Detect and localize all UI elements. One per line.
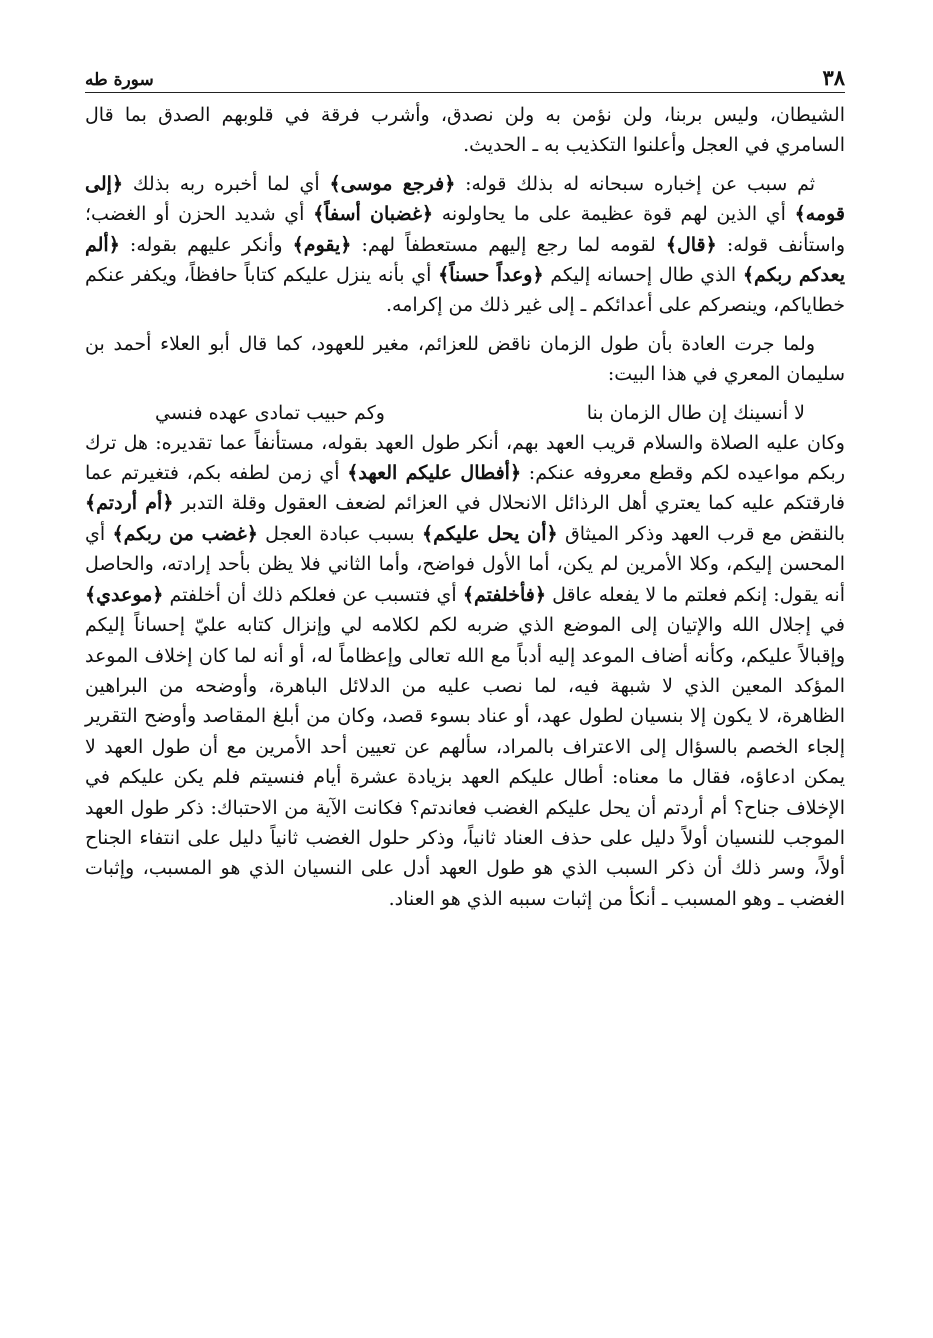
- quran-quote: ﴿ألم يعدكم ربكم﴾: [85, 233, 845, 287]
- text-segment: الشيطان، وليس بربنا، ولن نؤمن به ولن نصدق، وأشرب فرقة في قلوبهم الصدق بما قال السامري في العجل وأعلنوا التكذيب به ـ الحديث.: [85, 104, 845, 157]
- quran-quote: ﴿فرجع موسى﴾: [329, 172, 456, 195]
- text-segment: أي فتسبب عن فعلكم ذلك أن أخلفتم: [163, 583, 463, 606]
- quran-quote: ﴿غضبان أسفاً﴾: [313, 203, 434, 226]
- paragraph: [85, 100, 845, 161]
- text-segment: أي بأنه ينزل عليكم كتاباً حافظاً، ويكفر عنكم خطاياكم، وينصركم على أعدائكم ـ إلى غير ذلك من إكرامه.: [85, 264, 845, 317]
- quran-quote: ﴿يقوم﴾: [292, 233, 352, 256]
- text-segment: في إجلال الله والإتيان إلى الموضع الذي ضربه لكم لكلامه لي وإنزال كتابه عليّ إحساناً إليكم وإقبالاً عليكم، وكأنه أضاف الموعد إليه أدباً مع الله تعالى وإعظاماً له، أو أنه لما كان إخلاف الموعد المؤكد المعين الذي لا شبهة فيه، لما نصب عليه من الدلائل الباهرة، وأوضحه من البراهين الظاهرة، لا يكون إلا بنسيان لطول عهد، أو عناد بسوء قصد، وكان من أبلغ المقاصد وأوضح التقرير إلجاء الخصم بالسؤال إلى الاعتراف بالمراد، سألهم عن تعيين أحد الأمرين مع أن طول العهد لا يمكن ادعاؤه، فقال ما معناه: أطال عليكم العهد بزيادة عشرة أيام فنسيتم فلم يكن عليكم في الإخلاف جناح؟ أم أردتم أن يحل عليكم الغضب فعاندتم؟ فكانت الآية من الاحتباك: ذكر طول العهد الموجب للنسيان أولاً دليل على حذف العناد ثانياً، وذكر حلول الغضب ثانياً دليل على انتفاء الجناح أولاً، وسر ذلك أن ذكر السبب الذي هو طول العهد أدل على النسيان الذي هو المسبب، وإثبات الغضب ـ وهو المسبب ـ أنكأ من إثبات سببه الذي هو العناد.: [85, 614, 845, 910]
- text-segment: أي شديد الحزن أو الغضب؛ واستأنف قوله:: [85, 203, 846, 256]
- text-segment: ثم سبب عن إخباره سبحانه له بذلك قوله:: [455, 172, 816, 195]
- quran-quote: ﴿أم أردتم﴾: [85, 492, 174, 515]
- poetry-verse: [155, 398, 805, 428]
- quran-quote: ﴿وعداً حسناً﴾: [438, 264, 544, 287]
- text-segment: وأنكر عليهم بقوله:: [119, 233, 293, 256]
- verse-first-hemistich: لا أنسينك إن طال الزمان بنا: [586, 401, 805, 424]
- page-header: [85, 52, 845, 93]
- text-segment: أي الذين لهم قوة عظيمة على ما يحاولونه: [433, 203, 795, 226]
- paragraph: [85, 169, 845, 321]
- quran-quote: ﴿أفطال عليكم العهد﴾: [347, 462, 522, 485]
- text-segment: بالنقض مع قرب العهد وذكر الميثاق: [557, 522, 846, 545]
- surah-name: سورة طه: [85, 70, 154, 90]
- quran-quote: ﴿فأخلفتم﴾: [462, 583, 546, 606]
- verse-second-hemistich: وكم حبيب تمادى عهده فنسي: [155, 401, 385, 424]
- quran-quote: ﴿أن يحل عليكم﴾: [421, 522, 558, 545]
- text-segment: ولما جرت العادة بأن طول الزمان ناقض للعزائم، مغير للعهود، كما قال أبو العلاء أحمد بن سليمان المعري في هذا البيت:: [85, 332, 845, 386]
- paragraph: [85, 329, 845, 390]
- quran-quote: ﴿موعدي﴾: [85, 583, 164, 606]
- paragraph-group-2: [85, 428, 845, 915]
- text-segment: أي المحسن إليكم، وكلا الأمرين لم يكن، أما الأول فواضح، وأما الثاني فلا يظن بأحد إرادته، والحاصل أنه يقول: إنكم فعلتم ما لا يفعله عاقل: [85, 522, 845, 606]
- page-number: ٣٨: [822, 65, 845, 90]
- text-segment: لقومه لما رجع إليهم مستعطفاً لهم:: [351, 233, 666, 256]
- paragraph: [85, 428, 845, 915]
- text-segment: أي لما أخبره ربه بذلك: [123, 172, 330, 195]
- quran-quote: ﴿قال﴾: [665, 233, 717, 256]
- text-segment: الذي طال إحسانه إليكم: [543, 264, 743, 287]
- text-segment: بسبب عبادة العجل: [257, 522, 422, 545]
- page-body: [85, 100, 845, 922]
- text-segment: أي زمن لطفه بكم، فتغيرتم عما فارقتكم عليه كما يعتري أهل الرذائل الانحلال في العزائم لضعف العقول وقلة التدبر: [85, 462, 845, 515]
- paragraph-group-1: [85, 100, 845, 390]
- text-segment: وكان عليه الصلاة والسلام قريب العهد بهم، أنكر طول العهد بقوله، مستأنفاً عما تقديره: هل ترك ربكم مواعيده لكم وقطع معروفه عنكم:: [85, 431, 846, 485]
- quran-quote: ﴿إلى قومه﴾: [85, 172, 845, 226]
- quran-quote: ﴿غضب من ربكم﴾: [112, 522, 258, 545]
